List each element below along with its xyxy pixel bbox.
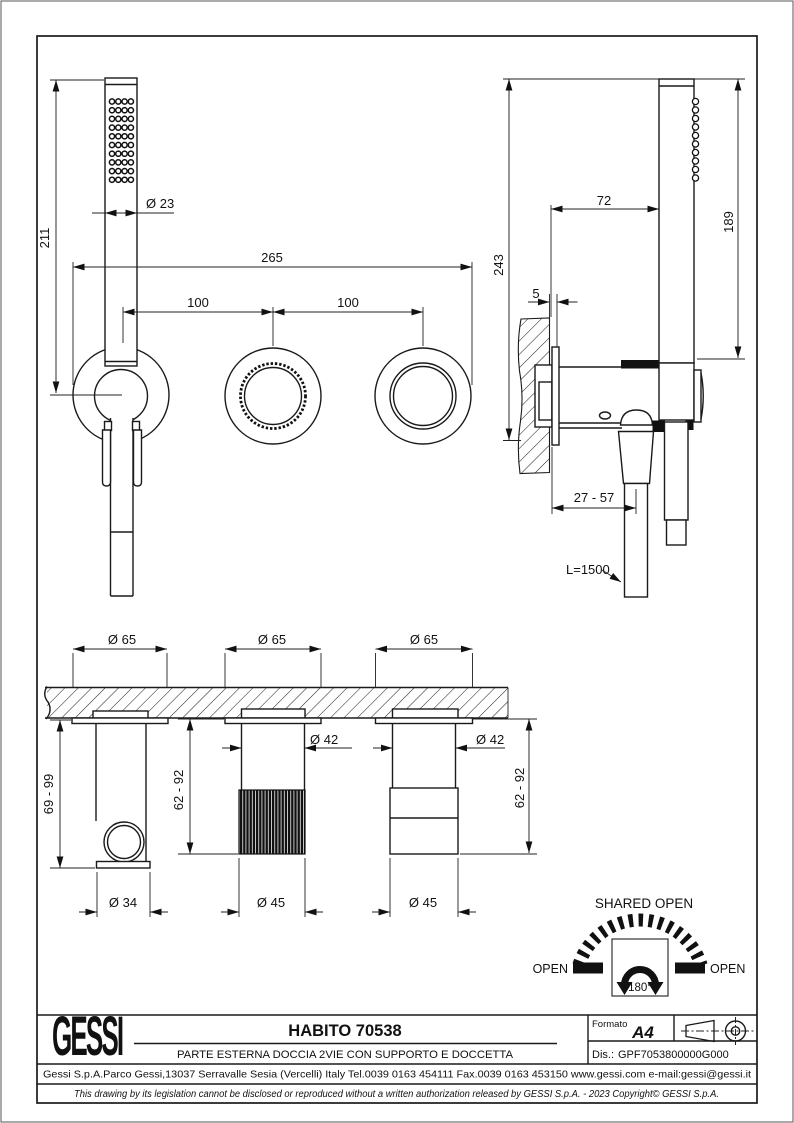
open-right-label: OPEN <box>710 962 746 976</box>
dim-side-reach: 72 <box>596 193 612 208</box>
drawing-number-label: Dis.: <box>592 1049 614 1061</box>
rotation-angle-label: 180° <box>628 982 652 994</box>
holder-ball-front <box>95 370 148 423</box>
dim-center-flange: Ø 65 <box>257 632 287 647</box>
dim-plate-gap: 5 <box>532 286 540 301</box>
shared-open-label: SHARED OPEN <box>594 896 694 911</box>
dim-hose-length: L=1500 <box>566 562 610 577</box>
company-address-line: Gessi S.p.A.Parco Gessi,13037 Serravalle Sesia (Vercelli) Italy Tel.0039 0163 454111 Fax.0039 0163 453150 www.gessi.com e-mail:gessi@gessi.it <box>43 1069 752 1081</box>
dim-holder-flange: Ø 65 <box>107 632 137 647</box>
dim-right-neck: Ø 42 <box>476 732 505 747</box>
legal-notice-line: This drawing by its legislation cannot be disclosed or reproduced without a written authorization released by GESSI S.p.A. - 2023 Copyright© GESSI S.p.A. <box>74 1089 719 1100</box>
open-left-label: OPEN <box>532 962 568 976</box>
dim-center-neck: Ø 42 <box>310 732 339 747</box>
dim-overall-width: 265 <box>261 250 283 265</box>
product-description: PARTE ESTERNA DOCCIA 2VIE CON SUPPORTO E DOCCETTA <box>176 1049 514 1061</box>
dim-handshower-dia: Ø 23 <box>146 196 175 211</box>
dim-center-projection: 62 - 92 <box>171 769 186 811</box>
dim-center-knob-dia: Ø 45 <box>256 895 286 910</box>
dim-right-projection: 62 - 92 <box>512 767 527 809</box>
wall-plate-side <box>552 347 559 445</box>
dim-holder-projection: 69 - 99 <box>41 773 56 815</box>
dim-right-knob-dia: Ø 45 <box>408 895 438 910</box>
drawing-number-value: GPF7053800000G000 <box>618 1049 729 1061</box>
dim-handshower-length: 189 <box>721 211 736 233</box>
format-label: Formato <box>592 1019 628 1030</box>
knurl-band-side <box>621 360 661 369</box>
product-code: HABITO 70538 <box>288 1022 402 1040</box>
dim-knob-projection: 27 - 57 <box>573 490 615 505</box>
dim-side-height: 243 <box>491 254 506 276</box>
dim-spacing-left: 100 <box>187 295 209 310</box>
dim-front-height: 211 <box>37 227 52 249</box>
dim-right-flange: Ø 65 <box>409 632 439 647</box>
hose-connector-side <box>619 432 654 484</box>
handshower-side <box>659 79 694 363</box>
format-value: A4 <box>632 1023 654 1042</box>
dim-spacing-right: 100 <box>337 295 359 310</box>
dim-holder-dia: Ø 34 <box>108 895 138 910</box>
gessi-logo: GESSI <box>52 1006 123 1068</box>
